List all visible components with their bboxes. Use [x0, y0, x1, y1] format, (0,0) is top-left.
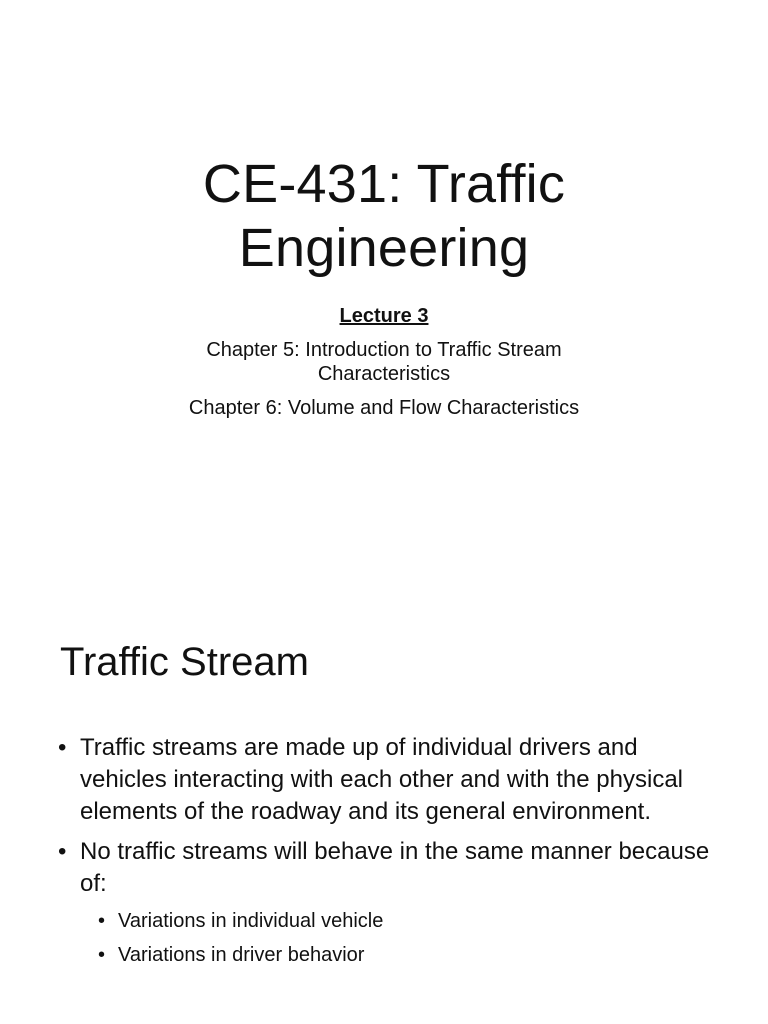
sub-bullet-text: Variations in driver behavior — [118, 944, 365, 966]
title-line-2: Engineering — [238, 218, 530, 278]
slide-traffic-stream — [0, 576, 768, 1024]
bullet-icon: • — [58, 734, 67, 761]
page-title: Traffic Stream — [60, 640, 309, 684]
bullet-list — [58, 732, 718, 980]
bullet-text: No traffic streams will behave in the same manner because of: — [80, 838, 710, 897]
list-item — [58, 836, 718, 972]
bullet-icon: • — [58, 838, 67, 865]
sub-list-item — [98, 904, 718, 938]
sub-bullet-list — [98, 904, 718, 972]
sub-list-item — [98, 938, 718, 972]
lecture-label: Lecture 3 — [339, 305, 429, 327]
bullet-text: Traffic streams are made up of individual drivers and vehicles interacting with each other and with the physical elements of the roadway and its general environment. — [80, 734, 683, 825]
subtitle-block — [0, 304, 768, 430]
bullet-icon: • — [98, 944, 106, 966]
slide-title-heading — [0, 152, 768, 280]
bullet-icon: • — [98, 910, 106, 932]
title-line-1: CE-431: Traffic — [202, 154, 566, 214]
list-item — [58, 732, 718, 828]
sub-bullet-text: Variations in individual vehicle — [118, 910, 384, 932]
chapter-5-line: Chapter 5: Introduction to Traffic Stream Characteristics — [206, 339, 562, 385]
chapter-6-line: Chapter 6: Volume and Flow Characteristics — [188, 397, 580, 419]
